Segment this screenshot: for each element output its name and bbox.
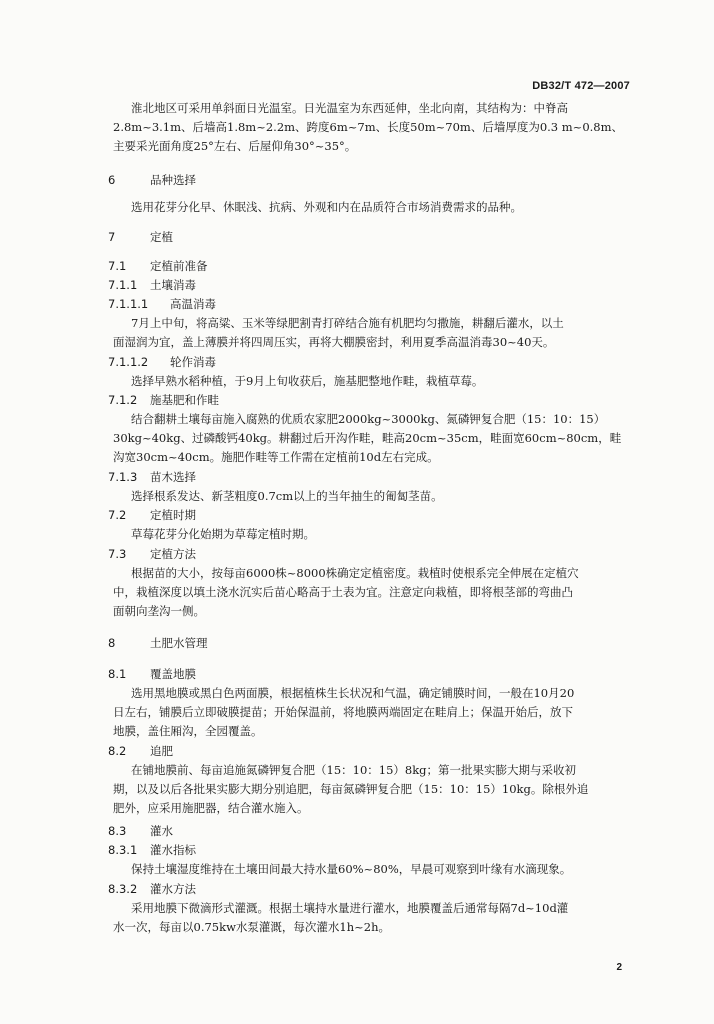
- paragraph-line: 面朝向垄沟一侧。: [113, 604, 205, 618]
- section-number: 7.1.3: [108, 470, 138, 484]
- section-heading-7: [108, 230, 173, 245]
- section-title: 覆盖地膜: [150, 667, 196, 681]
- section-number: 8.1: [108, 667, 127, 681]
- section-title: 土肥水管理: [150, 636, 208, 650]
- paragraph-line: 中，栽植深度以填土浇水沉实后苗心略高于土表为宜。注意定向栽植，即将根茎部的弯曲凸: [113, 585, 573, 599]
- section-title: 定植前准备: [150, 259, 208, 273]
- section-title: 土壤消毒: [150, 278, 196, 292]
- section-heading-6: [108, 173, 196, 188]
- section-number: 7.1.1: [108, 278, 138, 292]
- section-heading-8-3: [108, 824, 173, 839]
- section-number: 7: [108, 230, 116, 244]
- section-number: 7.1: [108, 259, 127, 273]
- section-title: 施基肥和作畦: [150, 393, 219, 407]
- section-heading-8-3-2: [108, 882, 196, 897]
- section-number: 8.2: [108, 744, 127, 758]
- section-number: 8.3.2: [108, 882, 138, 896]
- section-title: 轮作消毒: [170, 355, 216, 369]
- section-heading-7-3: [108, 547, 196, 562]
- paragraph-line: 在铺地膜前、每亩追施氮磷钾复合肥（15：10：15）8kg；第一批果实膨大期与采收初: [131, 763, 577, 777]
- paragraph-line: 草莓花芽分化始期为草莓定植时期。: [131, 527, 315, 541]
- paragraph-line: 采用地膜下微滴形式灌溉。根据土壤持水量进行灌水，地膜覆盖后通常每隔7d~10d灌: [131, 901, 569, 915]
- paragraph-line: 7月上中旬，将高粱、玉米等绿肥割青打碎结合施有机肥均匀撒施，耕翻后灌水，以土: [131, 316, 564, 330]
- section-title: 灌水指标: [150, 843, 196, 857]
- paragraph-line: 肥外，应采用施肥器，结合灌水施入。: [113, 801, 309, 815]
- section-number: 6: [108, 173, 116, 187]
- paragraph-line: 结合翻耕土壤每亩施入腐熟的优质农家肥2000kg~3000kg、氮磷钾复合肥（15：10：15）: [131, 412, 606, 426]
- section-number: 7.1.2: [108, 393, 138, 407]
- section-heading-8-1: [108, 667, 196, 682]
- paragraph-line: 地膜，盖住厢沟，全园覆盖。: [113, 724, 263, 738]
- paragraph-line: 淮北地区可采用单斜面日光温室。日光温室为东西延伸，坐北向南，其结构为：中脊高: [131, 101, 568, 115]
- section-heading-7-1-1: [108, 278, 196, 293]
- section-title: 定植: [150, 230, 173, 244]
- section-heading-7-1-1-2: [108, 355, 216, 370]
- section-number: 8.3.1: [108, 843, 138, 857]
- section-title: 品种选择: [150, 173, 196, 187]
- section-heading-7-1: [108, 259, 208, 274]
- paragraph-line: 沟宽30cm~40cm。施肥作畦等工作需在定植前10d左右完成。: [113, 450, 439, 464]
- section-number: 7.1.1.1: [108, 297, 149, 311]
- paragraph-line: 选择早熟水稻种植，于9月上旬收获后，施基肥整地作畦，栽植草莓。: [131, 374, 484, 388]
- section-heading-8-3-1: [108, 843, 196, 858]
- paragraph-line: 选用花芽分化早、休眠浅、抗病、外观和内在品质符合市场消费需求的品种。: [131, 200, 522, 214]
- section-title: 苗木选择: [150, 470, 196, 484]
- section-number: 8: [108, 636, 116, 650]
- paragraph-line: 30kg~40kg、过磷酸钙40kg。耕翻过后开沟作畦，畦高20cm~35cm，畦面宽60cm~80cm，畦: [113, 431, 622, 445]
- section-heading-7-1-2: [108, 393, 219, 408]
- paragraph-line: 面湿润为宜，盖上薄膜并将四周压实，再将大棚膜密封，利用夏季高温消毒30~40天。: [113, 335, 555, 349]
- section-heading-7-1-3: [108, 470, 196, 485]
- section-title: 定植时期: [150, 508, 196, 522]
- paragraph-line: 期，以及以后各批果实膨大期分别追肥，每亩氮磷钾复合肥（15：10：15）10kg。除根外追: [113, 782, 589, 796]
- paragraph-line: 主要采光面角度25°左右、后屋仰角30°~35°。: [113, 139, 357, 153]
- standard-code: DB32/T 472—2007: [532, 80, 630, 92]
- section-number: 7.3: [108, 547, 127, 561]
- section-title: 灌水: [150, 824, 173, 838]
- section-title: 追肥: [150, 744, 173, 758]
- page-number: 2: [616, 962, 622, 973]
- paragraph-line: 水一次，每亩以0.75kw水泵灌溉，每次灌水1h~2h。: [113, 920, 390, 934]
- section-heading-7-1-1-1: [108, 297, 216, 312]
- paragraph-line: 根据苗的大小，按每亩6000株~8000株确定定植密度。栽植时使根系完全伸展在定植穴: [131, 566, 579, 580]
- paragraph-line: 选择根系发达、新茎粗度0.7cm以上的当年抽生的匍匐茎苗。: [131, 489, 443, 503]
- section-heading-7-2: [108, 508, 196, 523]
- paragraph-line: 选用黑地膜或黑白色两面膜，根据植株生长状况和气温，确定铺膜时间，一般在10月20: [131, 686, 575, 700]
- paragraph-line: 日左右，铺膜后立即破膜提苗；开始保温前，将地膜两端固定在畦肩上；保温开始后，放下: [113, 705, 573, 719]
- section-heading-8: [108, 636, 208, 651]
- section-number: 8.3: [108, 824, 127, 838]
- section-number: 7.2: [108, 508, 127, 522]
- section-title: 高温消毒: [170, 297, 216, 311]
- section-title: 定植方法: [150, 547, 196, 561]
- section-heading-8-2: [108, 744, 173, 759]
- paragraph-line: 2.8m~3.1m、后墙高1.8m~2.2m、跨度6m~7m、长度50m~70m、后墙厚度为0.3 m~0.8m、: [113, 120, 624, 134]
- paragraph-line: 保持土壤湿度维持在土壤田间最大持水量60%~80%，早晨可观察到叶缘有水滴现象。: [131, 862, 572, 876]
- section-title: 灌水方法: [150, 882, 196, 896]
- section-number: 7.1.1.2: [108, 355, 149, 369]
